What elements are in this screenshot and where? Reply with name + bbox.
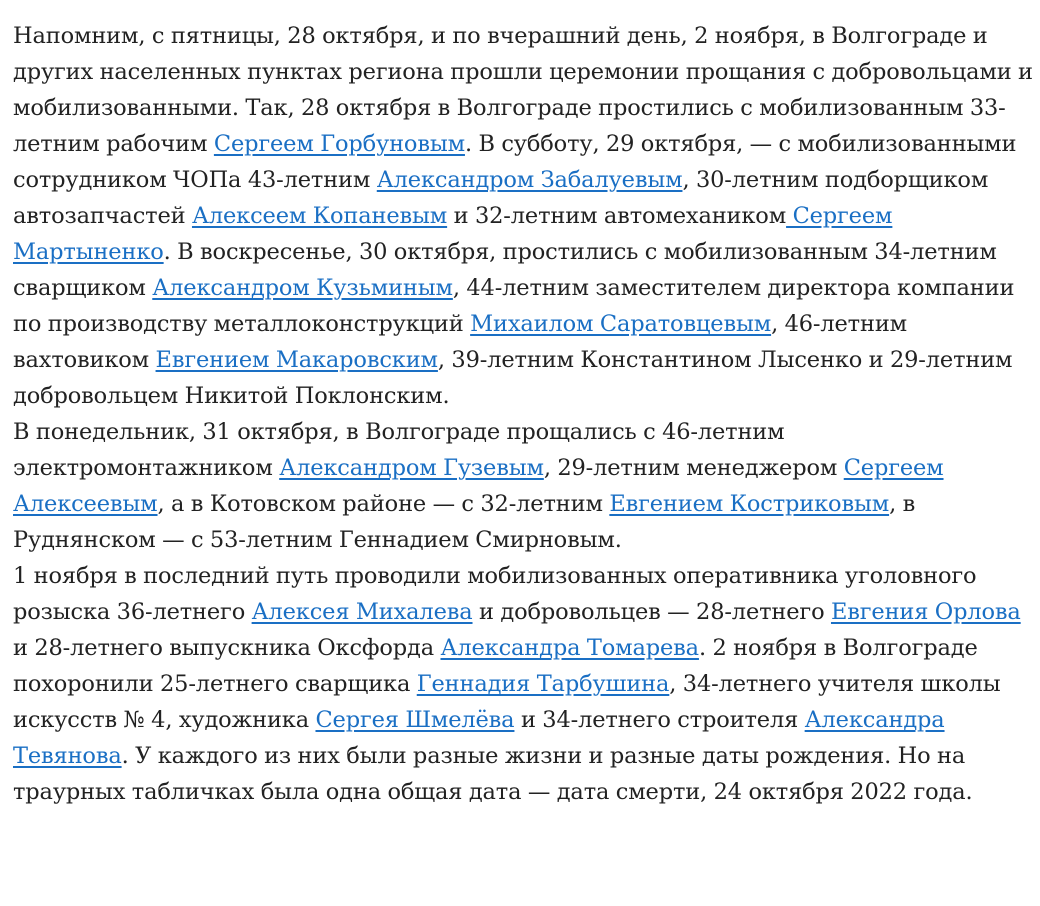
text-segment: . В субботу, 29 октября, — с мобилизованными сотрудником ЧОПа 43-летним bbox=[13, 131, 1017, 193]
text-segment: , 34-летнего учителя школы искусств № 4, художника bbox=[13, 671, 1001, 733]
text-segment: , 29-летним менеджером bbox=[543, 455, 844, 481]
person-link[interactable]: Александра Томарева bbox=[440, 635, 699, 661]
text-segment: , а в Котовском районе — с 32-летним bbox=[157, 491, 610, 517]
text-segment: и добровольцев — 28-летнего bbox=[472, 599, 831, 625]
person-link[interactable]: Алексея Михалева bbox=[251, 599, 473, 625]
person-link[interactable]: Александром Кузьминым bbox=[152, 275, 453, 301]
person-link[interactable]: Евгением Макаровским bbox=[155, 347, 438, 373]
text-segment: и 34-летнего строителя bbox=[514, 707, 805, 733]
text-segment: и 28-летнего выпускника Оксфорда bbox=[13, 635, 441, 661]
person-link[interactable]: Евгением Костриковым bbox=[609, 491, 890, 517]
person-link[interactable]: Сергеем Горбуновым bbox=[213, 131, 465, 157]
text-segment: . В воскресенье, 30 октября, простились с мобилизованным 34-летним сварщиком bbox=[13, 239, 997, 301]
article-body bbox=[13, 18, 1033, 810]
person-link[interactable]: Сергеем Алексеевым bbox=[13, 455, 944, 517]
text-segment: и 32-летним автомехаником bbox=[447, 203, 787, 229]
person-link[interactable]: Сергея Шмелёва bbox=[315, 707, 515, 733]
person-link[interactable]: Михаилом Саратовцевым bbox=[470, 311, 772, 337]
text-segment: . У каждого из них были разные жизни и разные даты рождения. Но на траурных табличках была одна общая дата — дата смерти, 24 октября 2022 года. bbox=[13, 743, 973, 805]
text-segment: В понедельник, 31 октября, в Волгограде прощались с 46-летним электромонтажником bbox=[13, 419, 785, 481]
paragraph-1 bbox=[13, 18, 1033, 414]
person-link[interactable]: Александром Гузевым bbox=[279, 455, 544, 481]
person-link[interactable]: Евгения Орлова bbox=[830, 599, 1021, 625]
text-segment: , в Руднянском — с 53-летним Геннадием Смирновым. bbox=[13, 491, 916, 553]
person-link[interactable]: Сергеем Мартыненко bbox=[13, 203, 893, 265]
text-segment: , 39-летним Константином Лысенко и 29-летним добровольцем Никитой Поклонским. bbox=[13, 347, 1013, 409]
paragraph-2 bbox=[13, 414, 1033, 558]
text-segment: , 46-летним вахтовиком bbox=[13, 311, 908, 373]
person-link[interactable]: Геннадия Тарбушина bbox=[416, 671, 670, 697]
person-link[interactable]: Алексеем Копаневым bbox=[191, 203, 448, 229]
text-segment: , 44-летним заместителем директора компании по производству металлоконструкций bbox=[13, 275, 1015, 337]
text-segment: Напомним, с пятницы, 28 октября, и по вчерашний день, 2 ноября, в Волгограде и других населенных пунктах региона прошли церемонии прощания с добровольцами и мобилизованными. Так, 28 октября в Волгограде простились с мобилизованным 33-летним рабочим bbox=[13, 23, 1033, 157]
text-segment: , 30-летним подборщиком автозапчастей bbox=[13, 167, 989, 229]
text-segment: 1 ноября в последний путь проводили мобилизованных оперативника уголовного розыска 36-летнего bbox=[13, 563, 977, 625]
person-link[interactable]: Александра Тевянова bbox=[13, 707, 945, 769]
person-link[interactable]: Александром Забалуевым bbox=[376, 167, 683, 193]
paragraph-3 bbox=[13, 558, 1033, 810]
text-segment: . 2 ноября в Волгограде похоронили 25-летнего сварщика bbox=[13, 635, 978, 697]
